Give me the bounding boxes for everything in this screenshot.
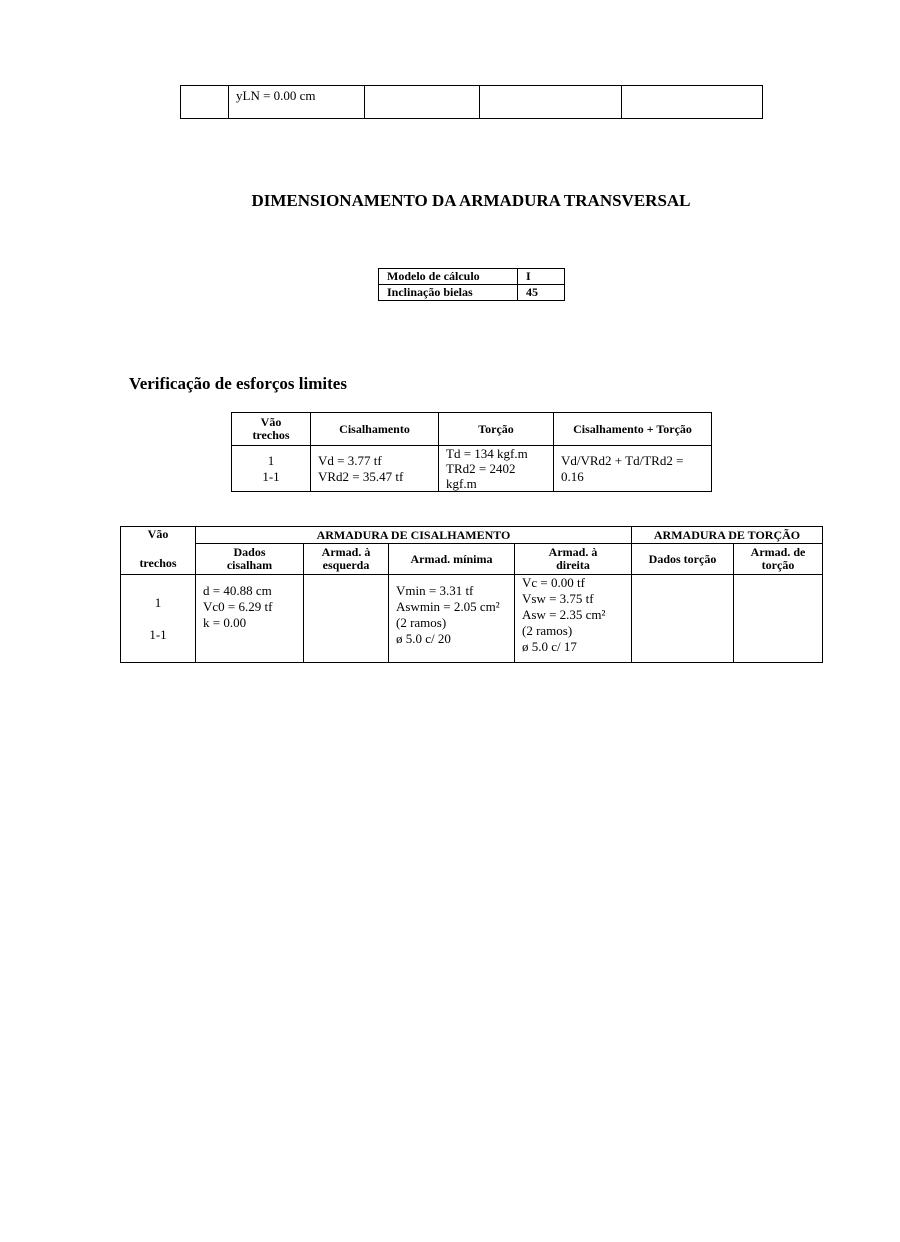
d-value: d = 40.88 cm [203, 583, 272, 598]
table-row [232, 446, 712, 492]
model-table [378, 268, 565, 301]
vao-header [232, 413, 311, 446]
armad-direita-header-line2: direita [556, 558, 590, 572]
td-value: Td = 134 kgf.m [446, 446, 528, 461]
torcao-header: Torção [439, 413, 554, 446]
vao-cell [232, 446, 311, 492]
spacing-value: ø 5.0 c/ 20 [396, 631, 451, 646]
torcao-group-header: ARMADURA DE TORÇÃO [632, 527, 823, 544]
empty-cell [622, 86, 763, 119]
table-header-row [232, 413, 712, 446]
trecho-value: 1-1 [149, 626, 167, 642]
combined-formula: Vd/VRd2 + Td/TRd2 = [561, 452, 684, 468]
ramos-value: (2 ramos) [396, 615, 447, 630]
armad-esquerda-header-line1: Armad. à [321, 545, 371, 559]
vao-value: 1 [154, 594, 162, 610]
vao-header-line1: Vão [260, 415, 282, 429]
torcao-cell [439, 446, 554, 492]
table-header-row [121, 527, 823, 544]
asw-value: Asw = 2.35 cm² [522, 607, 606, 622]
armad-torcao-cell [734, 575, 823, 663]
spacing-value: ø 5.0 c/ 17 [522, 639, 577, 654]
dados-cisalham-header [196, 544, 304, 575]
checks-table [231, 412, 712, 492]
trd2-value: TRd2 = 2402 [446, 461, 516, 476]
vrd2-value: VRd2 = 35.47 tf [318, 468, 404, 484]
combined-value: 0.16 [561, 468, 584, 484]
armad-esquerda-header-line2: esquerda [322, 558, 370, 572]
table-row [181, 86, 763, 119]
section-heading: Verificação de esforços limites [129, 374, 347, 393]
vc0-value: Vc0 = 6.29 tf [203, 599, 273, 614]
model-label: Modelo de cálculo [379, 269, 518, 285]
yln-cell: yLN = 0.00 cm [229, 86, 365, 119]
trd2-unit: kgf.m [446, 476, 477, 491]
top-fragment-table [180, 85, 763, 119]
table-row [379, 269, 565, 285]
inclination-label: Inclinação bielas [379, 285, 518, 301]
dados-cisalham-header-line1: Dados [233, 545, 266, 559]
vc-value: Vc = 0.00 tf [522, 575, 585, 590]
empty-cell [365, 86, 480, 119]
table-row [121, 575, 823, 663]
armad-direita-header [515, 544, 632, 575]
vao-trechos-header [121, 527, 196, 575]
k-value: k = 0.00 [203, 615, 247, 630]
vmin-value: Vmin = 3.31 tf [396, 583, 474, 598]
model-value: I [518, 269, 565, 285]
page-title: DIMENSIONAMENTO DA ARMADURA TRANSVERSAL [251, 191, 691, 210]
armad-torcao-header-line2: torção [761, 558, 795, 572]
cisalhamento-group-header: ARMADURA DE CISALHAMENTO [196, 527, 632, 544]
table-row [379, 285, 565, 301]
dados-cisalham-cell [196, 575, 304, 663]
aswmin-value: Aswmin = 2.05 cm² [396, 599, 500, 614]
armad-minima-header: Armad. mínima [389, 544, 515, 575]
vd-value: Vd = 3.77 tf [318, 452, 382, 468]
dados-torcao-header: Dados torção [632, 544, 734, 575]
armad-torcao-header-line1: Armad. de [750, 545, 806, 559]
armad-esquerda-header [304, 544, 389, 575]
vao-header-line2: trechos [252, 428, 290, 442]
combined-header: Cisalhamento + Torção [554, 413, 712, 446]
inclination-value: 45 [518, 285, 565, 301]
dados-torcao-cell [632, 575, 734, 663]
armad-direita-cell [515, 575, 632, 663]
armad-direita-header-line1: Armad. à [548, 545, 598, 559]
armad-esquerda-cell [304, 575, 389, 663]
vao-header: Vão [147, 527, 169, 541]
empty-cell [480, 86, 622, 119]
rebar-table [120, 526, 823, 663]
empty-cell [181, 86, 229, 119]
trecho-value: 1-1 [262, 468, 280, 484]
cisalhamento-cell [311, 446, 439, 492]
vsw-value: Vsw = 3.75 tf [522, 591, 594, 606]
dados-cisalham-header-line2: cisalham [226, 558, 273, 572]
ramos-value: (2 ramos) [522, 623, 573, 638]
armad-torcao-header [734, 544, 823, 575]
combined-cell [554, 446, 712, 492]
vao-value: 1 [267, 452, 275, 468]
vao-cell [121, 575, 196, 663]
table-header-row [121, 544, 823, 575]
cisalhamento-header: Cisalhamento [311, 413, 439, 446]
armad-minima-cell [389, 575, 515, 663]
trechos-header: trechos [139, 556, 177, 570]
